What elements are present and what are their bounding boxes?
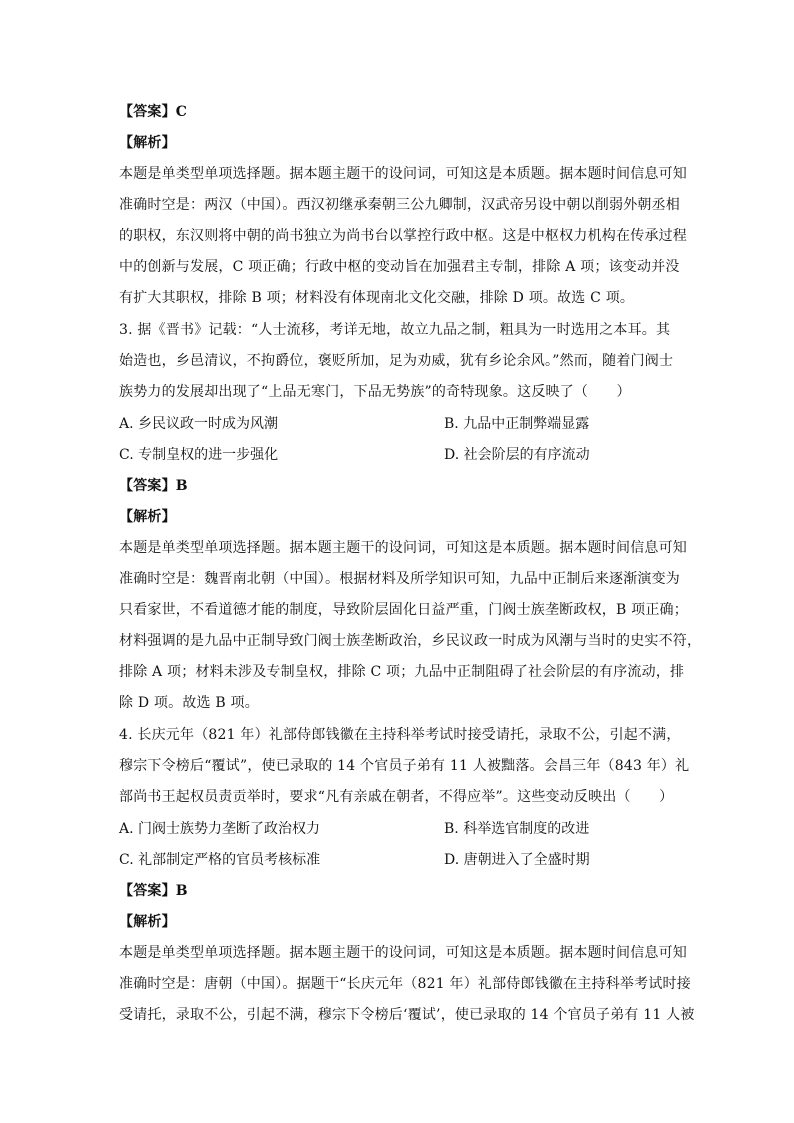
q4-option-b: B. 科举选官制度的改进 <box>444 821 590 837</box>
q3-analysis-label: 【解析】 <box>119 509 176 525</box>
q2-analysis-line: 中的创新与发展，C 项正确；行政中枢的变动旨在加强君主专制，排除 A 项；该变动并没 <box>119 259 680 275</box>
q2-analysis-line: 的职权，东汉则将中朝的尚书独立为尚书台以掌控行政中枢。这是中枢权力机构在传承过程 <box>119 228 687 244</box>
q4-analysis-line: 准确时空是：唐朝（中国）。据题干“长庆元年（821 年）礼部侍郎钱徽在主持科举考试时接 <box>119 976 691 992</box>
q2-answer: 【答案】C <box>119 104 188 120</box>
q4-stem-line: 4. 长庆元年（821 年）礼部侍郎钱徽在主持科举考试时接受请托，录取不公，引起不满， <box>119 727 681 743</box>
q3-option-a: A. 乡民议政一时成为风潮 <box>119 416 279 432</box>
q4-stem-line: 部尚书王起权员责贡举时，要求“凡有亲戚在朝者，不得应举”。这些变动反映出（ ） <box>119 789 674 805</box>
q4-analysis-line: 本题是单类型单项选择题。据本题主题干的设问词，可知这是本质题。据本题时间信息可知 <box>119 945 687 961</box>
q3-stem-line: 3. 据《晋书》记载：“人士流移，考详无地，故立九品之制，粗具为一时选用之本耳。其 <box>119 322 671 338</box>
q2-analysis-line: 有扩大其职权，排除 B 项；材料没有体现南北文化交融，排除 D 项。故选 C 项。 <box>119 290 635 306</box>
q3-option-c: C. 专制皇权的进一步强化 <box>119 447 279 463</box>
q3-analysis-line: 准确时空是：魏晋南北朝（中国）。根据材料及所学知识可知，九品中正制后来逐渐演变为 <box>119 571 680 587</box>
q3-analysis-line: 只看家世，不看道德才能的制度，导致阶层固化日益严重，门阀士族垄断政权，B 项正确； <box>119 602 688 618</box>
q2-analysis-line: 准确时空是：两汉（中国）。西汉初继承秦朝三公九卿制，汉武帝另设中朝以削弱外朝丞相 <box>119 197 680 213</box>
q3-analysis-line: 除 D 项。故选 B 项。 <box>119 695 259 711</box>
q3-stem-line: 族势力的发展却出现了“上品无寒门，下品无势族”的奇特现象。这反映了（ ） <box>119 384 631 400</box>
q4-analysis-line: 受请托，录取不公，引起不满，穆宗下令榜后‘覆试’，使已录取的 14 个官员子弟有 11 人被 <box>119 1007 695 1023</box>
q3-option-d: D. 社会阶层的有序流动 <box>444 447 590 463</box>
q4-answer: 【答案】B <box>119 883 188 899</box>
q3-option-b: B. 九品中正制弊端显露 <box>444 416 590 432</box>
q3-answer: 【答案】B <box>119 478 188 494</box>
q3-analysis-line: 材料强调的是九品中正制导致门阀士族垄断政治，乡民议政一时成为风潮与当时的史实不符， <box>119 633 702 649</box>
q4-option-c: C. 礼部制定严格的官员考核标准 <box>119 852 321 868</box>
q4-analysis-label: 【解析】 <box>119 914 176 930</box>
q2-analysis-label: 【解析】 <box>119 135 176 151</box>
q4-option-d: D. 唐朝进入了全盛时期 <box>444 852 590 868</box>
q3-stem-line: 始造也，乡邑清议，不拘爵位，褒贬所加，足为劝威，犹有乡论余风。”然而，随着门阀士 <box>119 353 674 369</box>
q3-analysis-line: 排除 A 项；材料未涉及专制皇权，排除 C 项；九品中正制阻碍了社会阶层的有序流动，排 <box>119 664 685 680</box>
q3-analysis-line: 本题是单类型单项选择题。据本题主题干的设问词，可知这是本质题。据本题时间信息可知 <box>119 540 687 556</box>
q2-analysis-line: 本题是单类型单项选择题。据本题主题干的设问词，可知这是本质题。据本题时间信息可知 <box>119 166 687 182</box>
q4-option-a: A. 门阀士族势力垄断了政治权力 <box>119 821 321 837</box>
q4-stem-line: 穆宗下令榜后“覆试”，使已录取的 14 个官员子弟有 11 人被黜落。会昌三年（843 年）礼 <box>119 758 690 774</box>
